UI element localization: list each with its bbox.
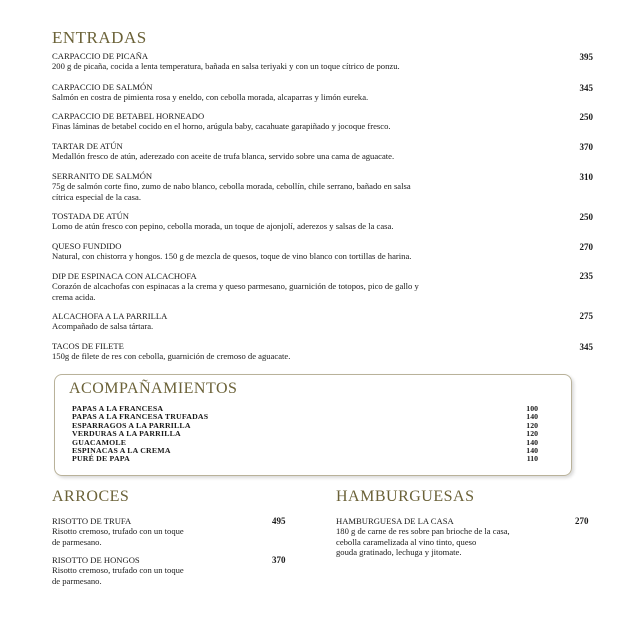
- item-name: ALCACHOFA A LA PARRILLA: [52, 311, 168, 321]
- side-dish-name: PAPAS A LA FRANCESA TRUFADAS: [72, 412, 209, 422]
- side-dish-name: VERDURAS A LA PARRILLA: [72, 429, 181, 439]
- item-name: DIP DE ESPINACA CON ALCACHOFA: [52, 271, 197, 281]
- side-dish-price: 140: [526, 446, 538, 456]
- item-name: TARTAR DE ATÚN: [52, 141, 123, 151]
- item-description: 150g de filete de res con cebolla, guarnición de cremoso de aguacate.: [52, 351, 291, 362]
- item-price: 345: [579, 342, 593, 352]
- item-price: 250: [579, 212, 593, 222]
- side-dish-list: [72, 405, 208, 464]
- item-price: 270: [579, 242, 593, 252]
- item-description: Medallón fresco de atún, aderezado con aceite de trufa blanca, servido sobre una cama de aguacate.: [52, 151, 395, 162]
- item-description-cont: cítrica especial de la casa.: [52, 191, 141, 202]
- item-description-cont: cebolla caramelizada al vino tinto, queso: [336, 536, 477, 547]
- item-description: Salmón en costra de pimienta rosa y eneldo, con cebolla morada, alcaparras y limón eureka.: [52, 92, 369, 103]
- menu-item: [52, 516, 184, 547]
- item-price: 270: [575, 516, 589, 526]
- item-description: Risotto cremoso, trufado con un toque: [52, 565, 184, 576]
- item-description-cont: de parmesano.: [52, 536, 102, 547]
- side-dish-name: PURÉ DE PAPA: [72, 454, 130, 464]
- item-price: 275: [579, 311, 593, 321]
- item-description: Risotto cremoso, trufado con un toque: [52, 526, 184, 537]
- item-description-cont: gouda gratinado, lechuga y jitomate.: [336, 547, 462, 558]
- item-description: Corazón de alcachofas con espinacas a la crema y queso parmesano, guarnición de totopos, pico de gallo y: [52, 281, 419, 292]
- item-description: Lomo de atún fresco con pepino, cebolla morada, un toque de ajonjolí, aderezos y salsas de la casa.: [52, 221, 394, 232]
- item-name: CARPACCIO DE SALMÓN: [52, 82, 153, 92]
- menu-item: [52, 211, 393, 232]
- menu-item: [52, 311, 167, 332]
- item-price: 235: [579, 271, 593, 281]
- item-name: RISOTTO DE HONGOS: [52, 555, 140, 565]
- item-name: TACOS DE FILETE: [52, 341, 124, 351]
- menu-item: [52, 341, 290, 362]
- side-dish-name: ESPINACAS A LA CREMA: [72, 446, 171, 456]
- side-dish-name: GUACAMOLE: [72, 437, 127, 447]
- item-description: 200 g de picaña, cocida a lenta temperatura, bañada en salsa teriyaki y con un toque cítrico de ponzu.: [52, 61, 400, 72]
- item-name: HAMBURGUESA DE LA CASA: [336, 516, 454, 526]
- menu-item: [52, 271, 419, 302]
- item-price: 310: [579, 172, 593, 182]
- menu-item: [52, 51, 400, 72]
- item-description: 180 g de carne de res sobre pan brioche de la casa,: [336, 526, 510, 537]
- item-name: CARPACCIO DE BETABEL HORNEADO: [52, 111, 205, 121]
- item-name: CARPACCIO DE PICAÑA: [52, 51, 149, 61]
- item-name: SERRANITO DE SALMÓN: [52, 171, 153, 181]
- item-price: 370: [272, 555, 286, 565]
- item-description-cont: de parmesano.: [52, 575, 102, 586]
- side-dish-price: 140: [526, 437, 538, 447]
- menu-item: [52, 171, 411, 202]
- side-dish-price: 110: [526, 454, 538, 464]
- item-price: 495: [272, 516, 286, 526]
- menu-item: [52, 111, 391, 132]
- menu-item: [52, 82, 368, 103]
- item-description: Natural, con chistorra y hongos. 150 g de mezcla de quesos, toque de vino blanco con tortillas de harina.: [52, 251, 412, 262]
- item-price: 395: [579, 52, 593, 62]
- section-title-acompanamientos: ACOMPAÑAMIENTOS: [69, 380, 238, 397]
- item-price: 370: [579, 142, 593, 152]
- item-description: Finas láminas de betabel cocido en el horno, arúgula baby, cacahuate garapiñado y jocoque fresco.: [52, 121, 391, 132]
- side-dish-name: PAPAS A LA FRANCESA: [72, 404, 164, 413]
- item-name: TOSTADA DE ATÚN: [52, 211, 129, 221]
- menu-item: [336, 516, 510, 558]
- item-name: RISOTTO DE TRUFA: [52, 516, 132, 526]
- section-title-entradas: ENTRADAS: [52, 28, 147, 47]
- side-dish-price: 140: [526, 412, 538, 422]
- item-price: 250: [579, 112, 593, 122]
- item-price: 345: [579, 83, 593, 93]
- menu-item: [52, 141, 394, 162]
- side-dish-prices: [516, 405, 538, 464]
- item-description: Acompañado de salsa tártara.: [52, 321, 154, 332]
- menu-item: [52, 555, 184, 586]
- side-dish-price: 120: [526, 420, 538, 430]
- menu-item: [52, 241, 411, 262]
- item-name: QUESO FUNDIDO: [52, 241, 122, 251]
- section-title-arroces: ARROCES: [52, 488, 130, 505]
- side-dish-name: ESPARRAGOS A LA PARRILLA: [72, 420, 191, 430]
- section-title-hamburguesas: HAMBURGUESAS: [336, 488, 475, 505]
- side-dish-price: 120: [526, 429, 538, 439]
- item-description-cont: crema acida.: [52, 291, 96, 302]
- side-dish-price: 100: [526, 404, 538, 413]
- item-description: 75g de salmón corte fino, zumo de nabo blanco, cebolla morada, cebollín, chile serrano, bañado en salsa: [52, 181, 411, 192]
